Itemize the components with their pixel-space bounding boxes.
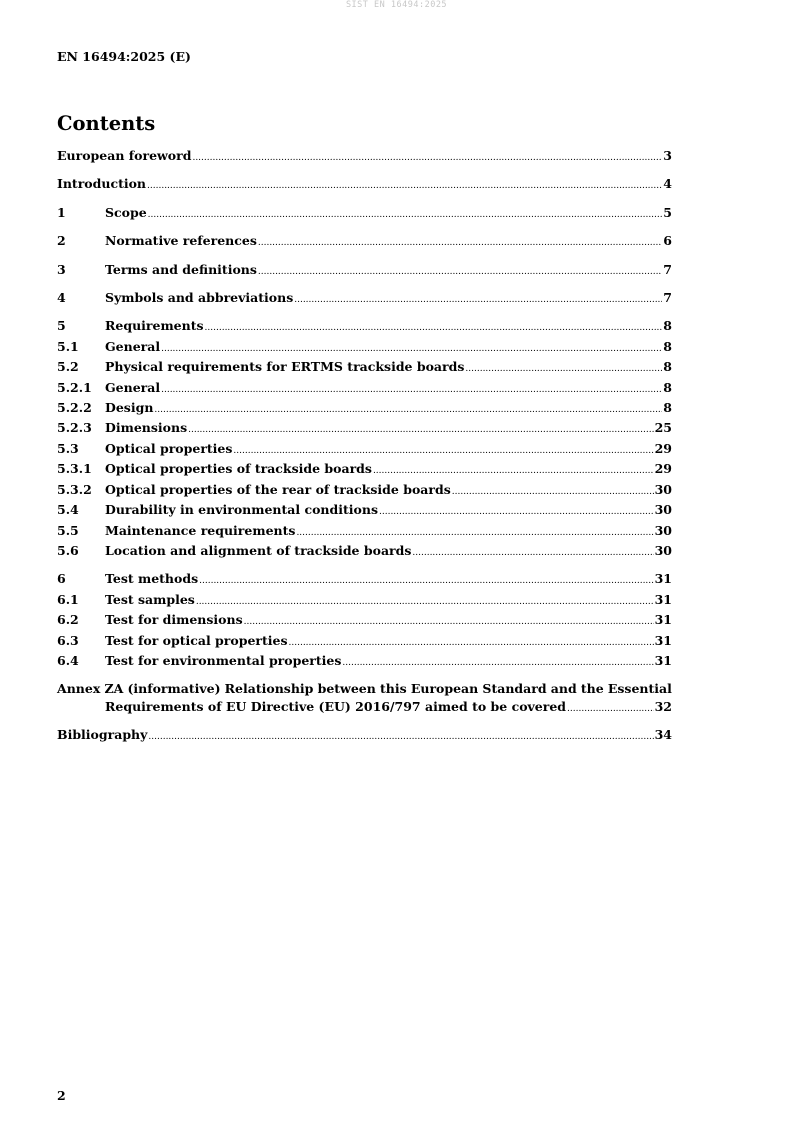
toc-spacer (57, 196, 672, 204)
annex-title-word: between (317, 681, 376, 697)
toc-entry-page: 3 (663, 148, 672, 163)
toc-entry-page: 8 (663, 359, 672, 375)
dot-leader (148, 726, 653, 746)
toc-entry-page: 7 (663, 261, 672, 277)
toc-entry[interactable] (57, 522, 672, 542)
annex-title-word: European (410, 681, 479, 697)
annex-title-line-2 (57, 698, 672, 718)
annex-title-line-1 (57, 680, 672, 697)
toc-entry-page: 5 (663, 204, 672, 220)
toc-spacer (57, 718, 672, 726)
dot-leader (465, 358, 662, 378)
dot-leader (373, 460, 654, 480)
toc-entry-number: 6.2 (57, 612, 79, 628)
toc-entry-number: 6.4 (57, 652, 79, 668)
toc-entry[interactable] (57, 611, 672, 631)
toc-entry-title: Location and alignment of trackside boards (105, 542, 412, 558)
toc-entry-page: 29 (654, 461, 672, 477)
toc-entry[interactable] (57, 261, 672, 281)
annex-title-word: Essential (607, 681, 672, 697)
annex-title-continuation: Requirements of EU Directive (EU) 2016/797 aimed to be covered (105, 698, 567, 714)
toc-entry[interactable] (57, 232, 672, 252)
toc-entry-number: 6.1 (57, 591, 79, 607)
toc-entry-number: 5.1 (57, 338, 79, 354)
toc-entry-number: 3 (57, 261, 66, 277)
toc-entry[interactable] (57, 570, 672, 590)
toc-entry-title: Bibliography (57, 727, 148, 743)
toc-entry-title: Durability in environmental conditions (105, 502, 378, 518)
toc-entry-title: General (105, 338, 161, 354)
dot-leader (567, 698, 654, 718)
toc-entry-number: 5 (57, 318, 66, 334)
dot-leader (147, 175, 662, 195)
toc-entry-page: 25 (654, 420, 672, 436)
toc-entry[interactable] (57, 175, 672, 195)
toc-entry-page: 34 (654, 727, 672, 743)
toc-entry-page: 6 (663, 233, 672, 249)
dot-leader (161, 379, 662, 399)
dot-leader (289, 632, 654, 652)
toc-entry-page: 31 (654, 632, 672, 648)
toc-spacer (57, 281, 672, 289)
toc-entry-number: 2 (57, 233, 66, 249)
toc-entry[interactable] (57, 338, 672, 358)
contents-title: Contents (57, 112, 156, 135)
dot-leader (452, 481, 654, 501)
annex-title-word: Relationship (224, 681, 314, 697)
toc-entry-page: 7 (663, 290, 672, 306)
toc-entry-title: Optical properties (105, 440, 233, 456)
toc-entry-page: 30 (654, 481, 672, 497)
dot-leader (199, 570, 653, 590)
toc-entry-number: 5.3.2 (57, 481, 92, 497)
annex-title-word: and (550, 681, 577, 697)
toc-entry-page: 30 (654, 522, 672, 538)
annex-title-word: ZA (104, 681, 124, 697)
toc-spacer (57, 167, 672, 175)
toc-entry-title: Test methods (105, 571, 199, 587)
toc-entry[interactable] (57, 204, 672, 224)
toc-entry[interactable] (57, 652, 672, 672)
toc-entry-number: 5.5 (57, 522, 79, 538)
toc-entry-title: Normative references (105, 233, 257, 249)
toc-entry-title: Dimensions (105, 420, 188, 436)
toc-spacer (57, 309, 672, 317)
toc-entry-title: Physical requirements for ERTMS trackside boards (105, 359, 465, 375)
dot-leader (148, 204, 663, 224)
toc-spacer (57, 224, 672, 232)
annex-title-word: Annex (57, 681, 101, 697)
toc-entry-number: 6 (57, 571, 66, 587)
toc-spacer (57, 672, 672, 680)
toc-entry-page: 30 (654, 542, 672, 558)
toc-entry[interactable] (57, 542, 672, 562)
toc-entry[interactable] (57, 501, 672, 521)
toc-entry-number: 5.2.1 (57, 379, 92, 395)
toc-entry-title: Optical properties of trackside boards (105, 461, 372, 477)
dot-leader (258, 261, 662, 281)
toc-entry-title: Requirements (105, 318, 204, 334)
dot-leader (258, 232, 662, 252)
toc-entry-number: 5.2.2 (57, 400, 92, 416)
annex-title-word: Standard (482, 681, 547, 697)
dot-leader (296, 522, 653, 542)
toc-entry[interactable] (57, 632, 672, 652)
dot-leader (244, 611, 654, 631)
dot-leader (161, 338, 662, 358)
dot-leader (196, 591, 654, 611)
toc-entry-page: 31 (654, 571, 672, 587)
dot-leader (342, 652, 653, 672)
toc-entry[interactable] (57, 440, 672, 460)
toc-annex-entry[interactable] (57, 680, 672, 718)
page-number: 2 (57, 1088, 66, 1103)
toc-entry[interactable] (57, 460, 672, 480)
dot-leader (294, 289, 662, 309)
dot-leader (154, 399, 662, 419)
toc-entry[interactable] (57, 147, 672, 167)
toc-entry[interactable] (57, 289, 672, 309)
toc-entry[interactable] (57, 317, 672, 337)
toc-entry-title: Scope (105, 204, 147, 220)
toc-entry-page: 31 (654, 652, 672, 668)
toc-entry-page: 29 (654, 440, 672, 456)
dot-leader (192, 147, 662, 167)
toc-entry-page: 31 (654, 591, 672, 607)
toc-entry-title: Symbols and abbreviations (105, 290, 294, 306)
dot-leader (205, 317, 663, 337)
toc-entry-page: 8 (663, 318, 672, 334)
toc-entry[interactable] (57, 399, 672, 419)
toc-entry-title: Test samples (105, 591, 195, 607)
toc-entry[interactable] (57, 591, 672, 611)
toc-entry-number: 5.4 (57, 502, 79, 518)
toc-entry-number: 5.3.1 (57, 461, 92, 477)
toc-entry-number: 5.2 (57, 359, 79, 375)
toc-entry-page: 8 (663, 338, 672, 354)
document-id: EN 16494:2025 (E) (57, 49, 191, 64)
toc-entry-title: General (105, 379, 161, 395)
toc-entry-number: 6.3 (57, 632, 79, 648)
toc-entry-number: 5.6 (57, 542, 79, 558)
dot-leader (188, 419, 653, 439)
toc-entry-page: 8 (663, 379, 672, 395)
toc-entry[interactable] (57, 379, 672, 399)
toc-entry-number: 4 (57, 290, 66, 306)
toc-entry-page: 8 (663, 400, 672, 416)
watermark: SIST EN 16494:2025 (345, 0, 448, 10)
toc-entry-page: 30 (654, 502, 672, 518)
toc-entry-title: Test for environmental properties (105, 652, 342, 668)
toc-entry[interactable] (57, 481, 672, 501)
toc-entry-number: 5.3 (57, 440, 79, 456)
dot-leader (233, 440, 653, 460)
toc-entry[interactable] (57, 419, 672, 439)
toc-entry-page: 4 (663, 176, 672, 192)
toc-bibliography-entry[interactable] (57, 726, 672, 746)
toc-entry-title: Maintenance requirements (105, 522, 296, 538)
toc-entry[interactable] (57, 358, 672, 378)
toc-entry-number: 1 (57, 204, 66, 220)
annex-title-word: the (580, 681, 604, 697)
toc-entry-title: Terms and definitions (105, 261, 257, 277)
toc-entry-title: Test for optical properties (105, 632, 288, 648)
toc-entry-title: Design (105, 400, 154, 416)
toc-entry-title: Introduction (57, 176, 147, 192)
annex-title-word: (informative) (127, 681, 221, 697)
dot-leader (412, 542, 653, 562)
toc-spacer (57, 562, 672, 570)
toc-spacer (57, 253, 672, 261)
toc-entry-title: European foreword (57, 148, 192, 163)
table-of-contents (57, 147, 672, 747)
toc-entry-page: 32 (654, 698, 672, 714)
toc-entry-title: Optical properties of the rear of trackside boards (105, 481, 451, 497)
dot-leader (379, 501, 654, 521)
toc-entry-page: 31 (654, 612, 672, 628)
annex-title-word: this (380, 681, 407, 697)
toc-entry-title: Test for dimensions (105, 612, 243, 628)
toc-entry-number: 5.2.3 (57, 420, 92, 436)
